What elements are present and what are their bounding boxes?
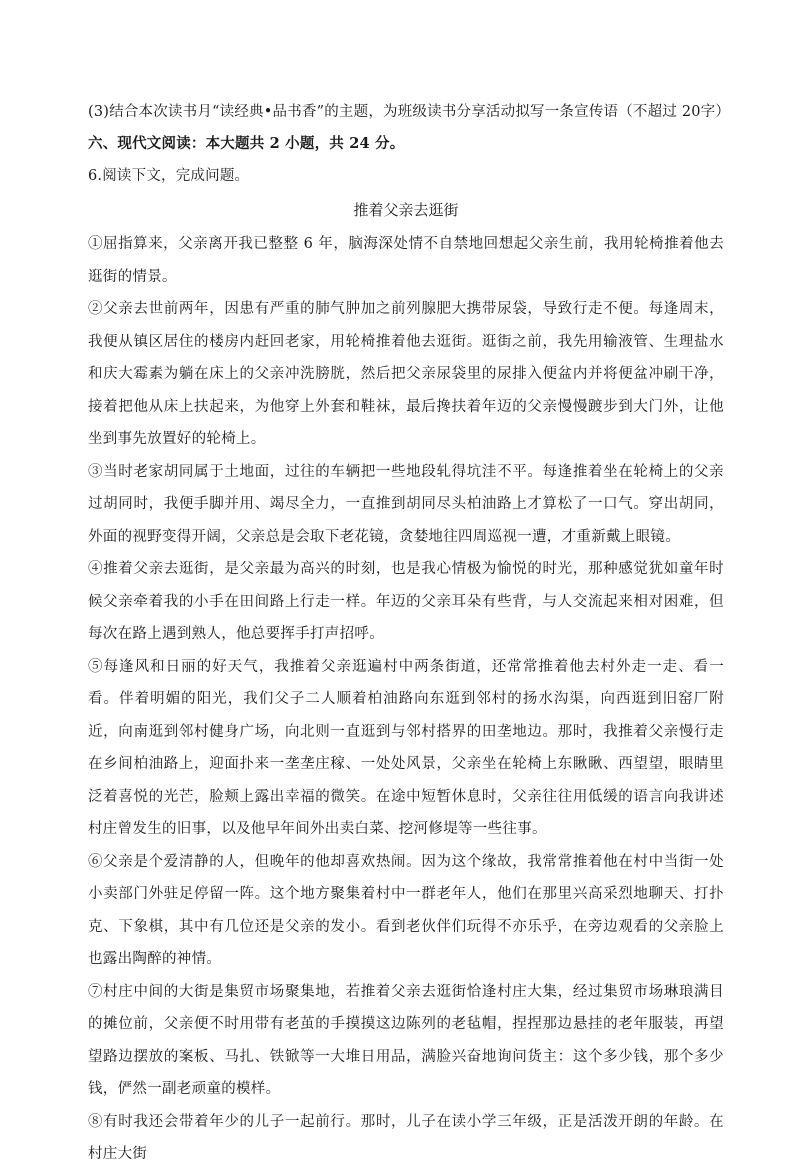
- article-paragraph-8: ⑧有时我还会带着年少的儿子一起前行。那时，儿子在读小学三年级，正是活泼开朗的年龄。在村庄大街: [88, 1113, 724, 1162]
- article-paragraph-1: ①屈指算来，父亲离开我已整整 6 年，脑海深处情不自禁地回想起父亲生前，我用轮椅推着他去逛街的情景。: [88, 236, 724, 285]
- section-6-heading: 六、现代文阅读：本大题共 2 小题，共 24 分。: [88, 135, 405, 152]
- document-page: [88, 96, 731, 1171]
- article-paragraph-4: ④推着父亲去逛街，是父亲最为高兴的时刻，也是我心情极为愉悦的时光，那种感觉犹如童年时候父亲牵着我的小手在田间路上行走一样。年迈的父亲耳朵有些背，与人交流起来相对困难，但每次在路上遇到熟人，他总要挥手打声招呼。: [88, 561, 724, 642]
- article-paragraph-7: ⑦村庄中间的大街是集贸市场聚集地，若推着父亲去逛街恰逢村庄大集，经过集贸市场琳琅满目的摊位前，父亲便不时用带有老茧的手摸摸这边陈列的老毡帽，捏捏那边悬挂的老年服装，再望望路边摆放的案板、马扎、铁锨等一大堆日用品，满脸兴奋地询问货主：这个多少钱，那个多少钱，俨然一副老顽童的模样。: [88, 983, 724, 1097]
- question-6-instruction: 6.阅读下文，完成问题。: [88, 168, 250, 184]
- article-paragraph-3: ③当时老家胡同属于土地面，过往的车辆把一些地段轧得坑洼不平。每逢推着坐在轮椅上的父亲过胡同时，我便手脚并用、竭尽全力，一直推到胡同尽头柏油路上才算松了一口气。穿出胡同，外面的视野变得开阔，父亲总是会取下老花镜，贪婪地往四周巡视一遭，才重新戴上眼镜。: [88, 463, 724, 545]
- question-3-text: (3)结合本次读书月“读经典•品书香”的主题，为班级读书分享活动拟写一条宣传语（不超过 20字）: [88, 104, 731, 120]
- article-paragraph-2: ②父亲去世前两年，因患有严重的肺气肿加之前列腺肥大携带尿袋，导致行走不便。每逢周末，我便从镇区居住的楼房内赶回老家，用轮椅推着他去逛街。逛街之前，我先用输液管、生理盐水和庆大霉素为躺在床上的父亲冲洗膀胱，然后把父亲尿袋里的尿排入便盆内并将便盆冲刷干净，接着把他从床上扶起来，为他穿上外套和鞋袜，最后搀扶着年迈的父亲慢慢踱步到大门外，让他坐到事先放置好的轮椅上。: [88, 301, 724, 447]
- article-paragraph-6: ⑥父亲是个爱清静的人，但晚年的他却喜欢热闹。因为这个缘故，我常常推着他在村中当街一处小卖部门外驻足停留一阵。这个地方聚集着村中一群老年人，他们在那里兴高采烈地聊天、打扑克、下象棋，其中有几位还是父亲的发小。看到老伙伴们玩得不亦乐乎，在旁边观看的父亲脸上也露出陶醉的神情。: [88, 853, 724, 967]
- article-paragraph-5: ⑤每逢风和日丽的好天气，我推着父亲逛遍村中两条街道，还常常推着他去村外走一走、看一看。伴着明媚的阳光，我们父子二人顺着柏油路向东逛到邻村的扬水沟渠，向西逛到旧窑厂附近，向南逛到邻村健身广场，向北则一直逛到与邻村搭界的田垄地边。那时，我推着父亲慢行走在乡间柏油路上，迎面扑来一垄垄庄稼、一处处风景，父亲坐在轮椅上东瞅瞅、西望望，眼睛里泛着喜悦的光芒，脸颊上露出幸福的微笑。在途中短暂休息时，父亲往往用低缓的语言向我讲述村庄曾发生的旧事，以及他早年间外出卖白菜、挖河修堤等一些往事。: [88, 658, 724, 837]
- article-title: 推着父亲去逛街: [353, 201, 459, 219]
